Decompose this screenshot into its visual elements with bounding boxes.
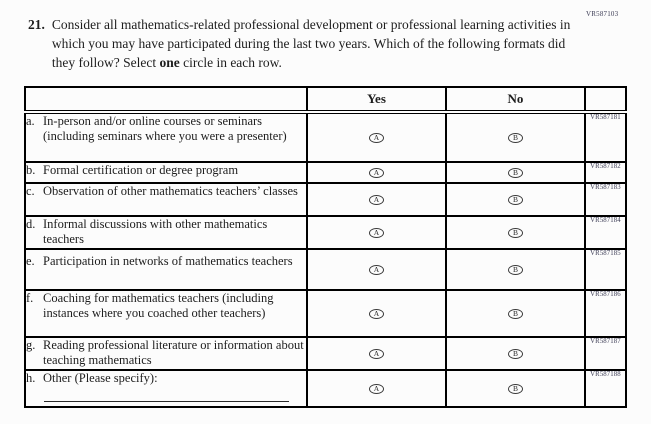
row-code: VR587185 — [585, 249, 626, 290]
no-response-oval[interactable]: B — [508, 168, 523, 178]
row-label: c. — [26, 184, 35, 198]
row-text: Reading professional literature or information about teaching mathematics — [43, 338, 304, 367]
row-code: VR587186 — [585, 290, 626, 337]
row-code: VR587182 — [585, 162, 626, 183]
no-response-oval[interactable]: B — [508, 349, 523, 359]
question-text-part1: Consider all mathematics-related professional development or professional learning activities in which you may have participated during the last two years. Which of the following formats did they follow? Select — [51, 17, 571, 71]
question-block — [28, 15, 573, 72]
table-row-c — [25, 183, 626, 216]
yes-response-oval[interactable]: A — [369, 228, 384, 238]
row-code: VR587184 — [585, 216, 626, 249]
yes-response-oval[interactable]: A — [369, 265, 384, 275]
question-text — [52, 15, 573, 72]
table-row-d — [25, 216, 626, 249]
row-code: VR587183 — [585, 183, 626, 216]
header-yes: Yes — [307, 87, 446, 112]
table-row-e — [25, 249, 626, 290]
yes-response-oval[interactable]: A — [369, 195, 384, 205]
yes-response-oval[interactable]: A — [369, 384, 384, 394]
row-label: d. — [26, 217, 36, 231]
row-text: Informal discussions with other mathematics teachers — [43, 217, 268, 246]
question-text-bold: one — [159, 55, 180, 71]
row-label: e. — [26, 254, 35, 268]
header-vr-cell — [585, 87, 626, 112]
header-row — [25, 87, 626, 112]
row-label: h. — [26, 371, 36, 385]
row-text: Observation of other mathematics teachers’ classes — [43, 184, 298, 198]
table-row-g — [25, 337, 626, 370]
table-row-h — [25, 370, 626, 407]
response-table — [24, 86, 627, 408]
form-code-top: VR587103 — [586, 10, 619, 18]
row-code: VR587187 — [585, 337, 626, 370]
no-response-oval[interactable]: B — [508, 265, 523, 275]
yes-response-oval[interactable]: A — [369, 349, 384, 359]
no-response-oval[interactable]: B — [508, 133, 523, 143]
yes-response-oval[interactable]: A — [369, 133, 384, 143]
yes-response-oval[interactable]: A — [369, 309, 384, 319]
question-text-part2: circle in each row. — [179, 55, 282, 71]
row-label: a. — [26, 114, 35, 128]
row-code: VR587188 — [585, 370, 626, 407]
table-row-b — [25, 162, 626, 183]
row-text: In-person and/or online courses or seminars (including seminars where you were a presenter) — [43, 114, 287, 143]
row-text: Participation in networks of mathematics teachers — [43, 254, 293, 268]
no-response-oval[interactable]: B — [508, 195, 523, 205]
row-text: Formal certification or degree program — [43, 163, 239, 177]
yes-response-oval[interactable]: A — [369, 168, 384, 178]
row-text: Coaching for mathematics teachers (including instances where you coached other teachers) — [43, 291, 274, 320]
table-row-f — [25, 290, 626, 337]
no-response-oval[interactable]: B — [508, 309, 523, 319]
row-label: b. — [26, 163, 36, 177]
row-label: f. — [26, 291, 34, 305]
no-response-oval[interactable]: B — [508, 228, 523, 238]
no-response-oval[interactable]: B — [508, 384, 523, 394]
table-row-a — [25, 112, 626, 162]
row-code: VR587181 — [585, 112, 626, 162]
write-in-line[interactable] — [44, 400, 289, 402]
header-no: No — [446, 87, 585, 112]
row-label: g. — [26, 338, 36, 352]
header-stub-cell — [25, 87, 307, 112]
question-number: 21. — [28, 17, 45, 32]
row-text: Other (Please specify): — [43, 371, 158, 385]
